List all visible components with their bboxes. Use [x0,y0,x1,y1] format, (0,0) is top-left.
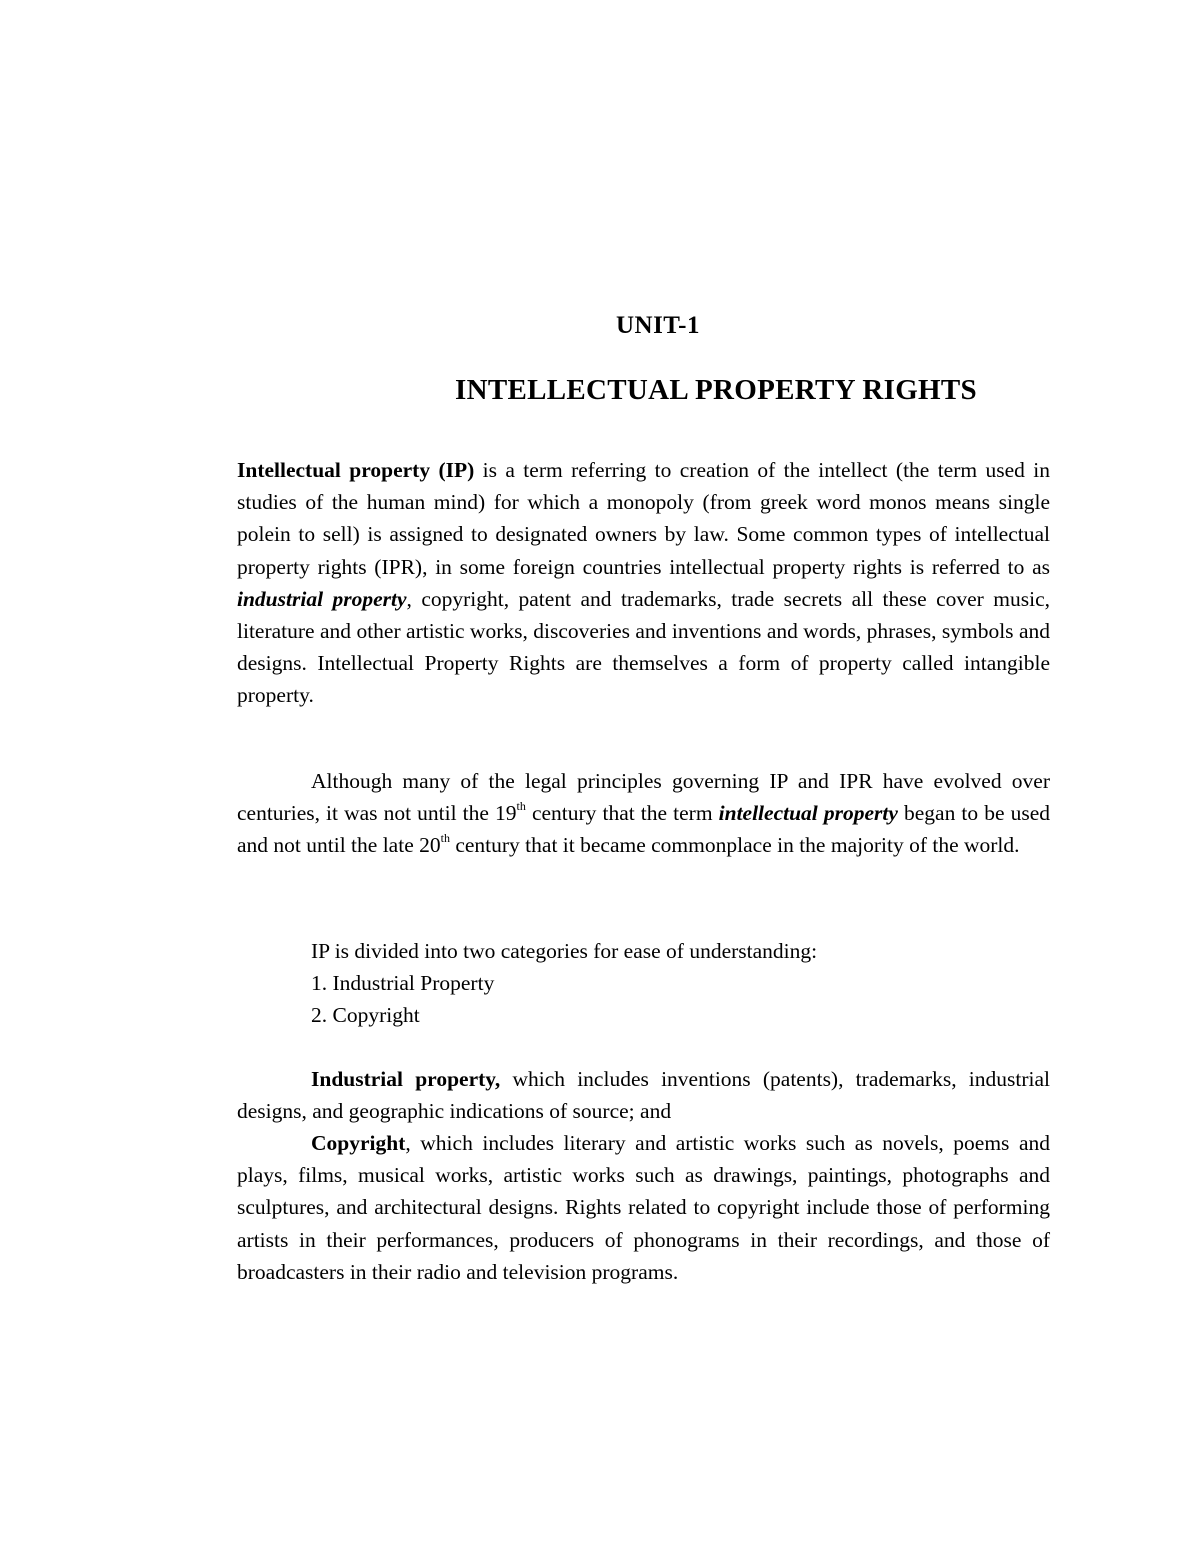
paragraph-text: began to be used and not until the late 20 [237,801,1050,858]
paragraph-history [237,765,1050,862]
paragraph-text: which includes inventions (patents), trademarks, industrial designs, and geographic indications of source; and [237,1067,1050,1124]
term-industrial-property: Industrial property, [311,1067,501,1091]
term-intellectual-property: Intellectual property (IP) [237,458,475,482]
list-item: 2. Copyright [311,1003,420,1028]
unit-heading: UNIT-1 [615,312,701,339]
paragraph-text: is a term referring to creation of the intellect (the term used in studies of the human mind) for which a monopoly (from greek word monos means single polein to sell) is assigned to designated owners by law. Some common types of intellectual property rights (IPR), in some foreign countries intellectual property rights is referred to as [237,458,1050,579]
superscript: th [516,799,526,814]
paragraph-ip-definition [237,454,1050,712]
paragraph-text: , which includes literary and artistic works such as novels, poems and plays, films, musical works, artistic works such as drawings, paintings, photographs and sculptures, and architectural designs. Rights related to copyright include those of performing artists in their performances, producers of phonograms in their recordings, and those of broadcasters in their radio and television programs. [237,1131,1050,1284]
categories-intro: IP is divided into two categories for ease of understanding: [311,939,818,963]
list-item: 1. Industrial Property [311,971,495,996]
emphasis-industrial-property: industrial property [237,586,407,611]
paragraph-text: century that the term [525,801,719,826]
emphasis-intellectual-property: intellectual property [718,801,898,826]
categories-list [237,935,1050,1032]
paragraph-text: century that it became commonplace in the majority of the world. [449,833,1020,858]
superscript: th [440,831,450,846]
term-copyright: Copyright [311,1131,406,1155]
paragraph-copyright [237,1127,1050,1288]
paragraph-text: , copyright, patent and trademarks, trade secrets all these cover music, literature and other artistic works, discoveries and inventions and words, phrases, symbols and designs. Intellectual Property Rights are themselves a form of property called intangible property. [237,586,1050,708]
paragraph-industrial-property [237,1063,1050,1127]
page-title: INTELLECTUAL PROPERTY RIGHTS [455,374,977,406]
paragraph-text: Although many of the legal principles governing IP and IPR have evolved over centuries, it was not until the 19 [237,769,1050,826]
